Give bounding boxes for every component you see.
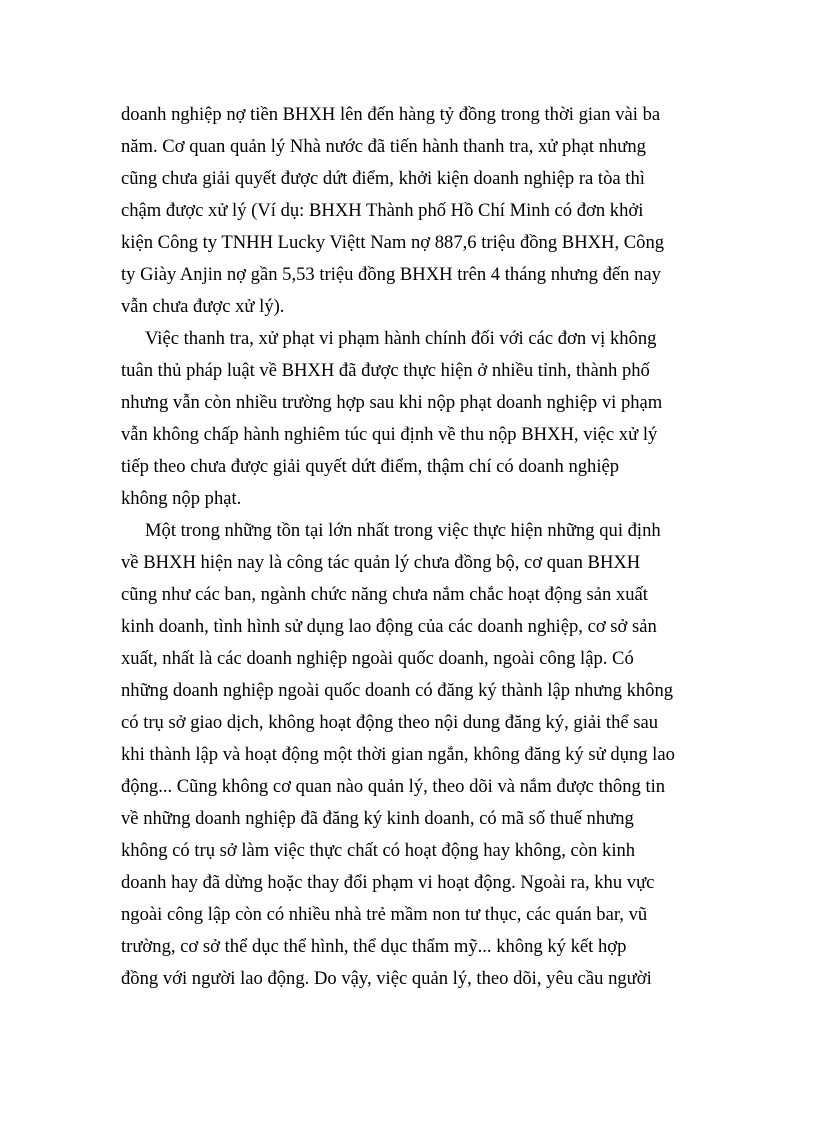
text-line: cũng như các ban, ngành chức năng chưa nắm chắc hoạt động sản xuất <box>121 584 648 605</box>
text-line: có trụ sở giao dịch, không hoạt động theo nội dung đăng ký, giải thể sau <box>121 712 659 733</box>
text-line: những doanh nghiệp ngoài quốc doanh có đăng ký thành lập nhưng không <box>121 680 674 701</box>
text-line: doanh hay đã dừng hoặc thay đổi phạm vi hoạt động. Ngoài ra, khu vực <box>121 872 655 893</box>
text-line: không có trụ sở làm việc thực chất có hoạt động hay không, còn kinh <box>121 840 636 861</box>
text-line: đồng với người lao động. Do vậy, việc quản lý, theo dõi, yêu cầu người <box>121 968 652 989</box>
text-line: năm. Cơ quan quản lý Nhà nước đã tiến hành thanh tra, xử phạt nhưng <box>121 136 646 157</box>
text-line: không nộp phạt. <box>121 488 242 509</box>
text-line: vẫn không chấp hành nghiêm túc qui định về thu nộp BHXH, việc xử lý <box>121 424 658 445</box>
text-line: vẫn chưa được xử lý). <box>121 296 285 317</box>
text-line: nhưng vẫn còn nhiều trường hợp sau khi nộp phạt doanh nghiệp vi phạm <box>121 392 663 413</box>
text-line: ngoài công lập còn có nhiều nhà trẻ mầm non tư thục, các quán bar, vũ <box>121 904 648 925</box>
text-line: cũng chưa giải quyết được dứt điểm, khởi kiện doanh nghiệp ra tòa thì <box>121 168 645 189</box>
text-line: động... Cũng không cơ quan nào quản lý, theo dõi và nắm được thông tin <box>121 776 666 797</box>
paragraph-first-line: Một trong những tồn tại lớn nhất trong việc thực hiện những qui định <box>145 520 661 541</box>
text-line: xuất, nhất là các doanh nghiệp ngoài quốc doanh, ngoài công lập. Có <box>121 648 634 669</box>
paragraph-first-line: Việc thanh tra, xử phạt vi phạm hành chính đối với các đơn vị không <box>145 328 657 349</box>
text-line: tuân thủ pháp luật về BHXH đã được thực hiện ở nhiều tỉnh, thành phố <box>121 360 650 381</box>
body-text <box>121 99 701 995</box>
text-line: về BHXH hiện nay là công tác quản lý chưa đồng bộ, cơ quan BHXH <box>121 552 641 573</box>
text-line: ty Giày Anjin nợ gần 5,53 triệu đồng BHXH trên 4 tháng nhưng đến nay <box>121 264 661 285</box>
text-line: trường, cơ sở thể dục thể hình, thể dục thẩm mỹ... không ký kết hợp <box>121 936 627 957</box>
text-line: về những doanh nghiệp đã đăng ký kinh doanh, có mã số thuế nhưng <box>121 808 634 829</box>
text-line: khi thành lập và hoạt động một thời gian ngắn, không đăng ký sử dụng lao <box>121 744 675 765</box>
text-line: tiếp theo chưa được giải quyết dứt điểm, thậm chí có doanh nghiệp <box>121 456 620 477</box>
text-line: kinh doanh, tình hình sử dụng lao động của các doanh nghiệp, cơ sở sản <box>121 616 657 637</box>
text-line: doanh nghiệp nợ tiền BHXH lên đến hàng tỷ đồng trong thời gian vài ba <box>121 104 661 125</box>
text-line: kiện Công ty TNHH Lucky Việtt Nam nợ 887,6 triệu đồng BHXH, Công <box>121 232 665 253</box>
text-line: chậm được xử lý (Ví dụ: BHXH Thành phố Hồ Chí Minh có đơn khởi <box>121 200 644 221</box>
